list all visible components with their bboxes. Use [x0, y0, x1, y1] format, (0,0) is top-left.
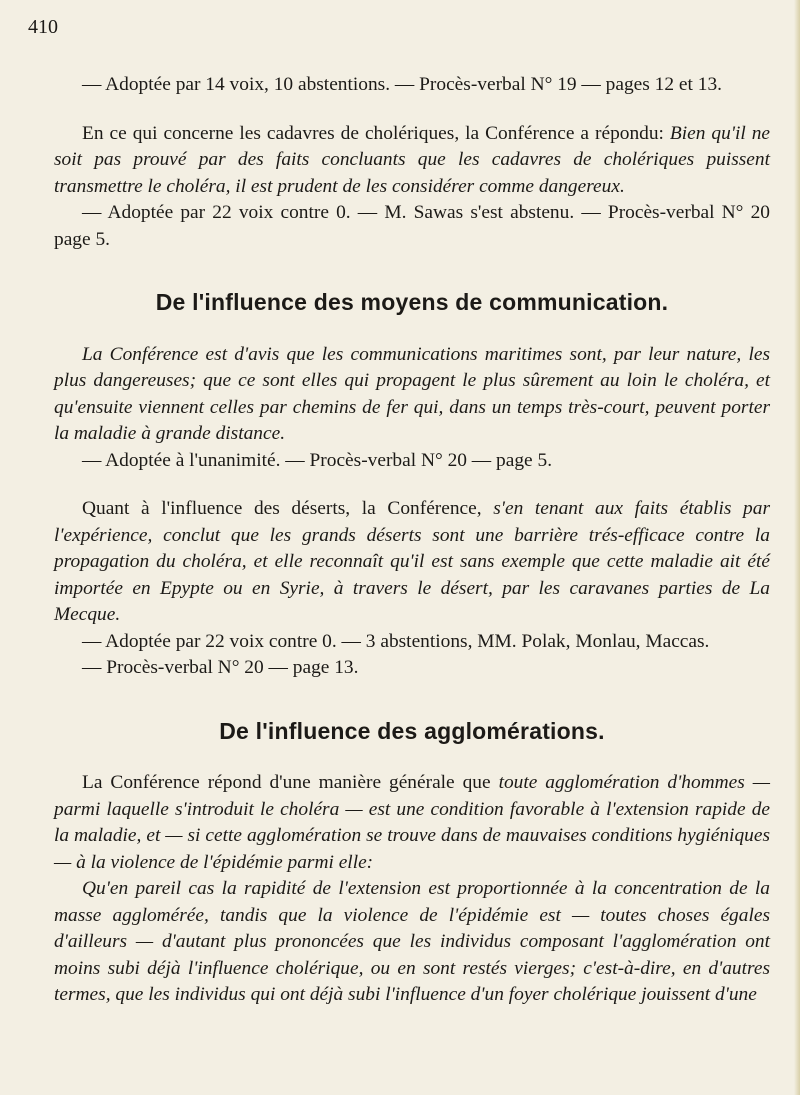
- paragraph-communication: [54, 342, 770, 448]
- paragraph-communication-resolution: La Conférence est d'avis que les communications maritimes sont, par leur nature, les plus dangereuses; que ce sont elles qui propagent le plus sûrement au loin le choléra, et qu'ensuite viennent celles par chemins de fer qui, dans un temps très-court, peuvent porter la maladie à grande distance.: [54, 343, 770, 444]
- page-edge-shadow: [794, 0, 800, 1095]
- paragraph-vote-4-ref: — Procès-verbal N° 20 — page 13.: [82, 657, 359, 678]
- paragraph-rapidite: [54, 876, 770, 1009]
- paragraph-rapidite-text: Qu'en pareil cas la rapidité de l'extension est proportionnée à la concentration de la masse agglomérée, tandis que la violence de l'épidémie est — toutes choses égales d'ailleurs — d'autant plus prononcées que les individus composant l'agglomération ont moins subi déjà l'influence cholérique, ou en sont restés vierges; c'est-à-dire, en d'autres termes, que les individus qui ont déjà subi l'influence d'un foyer cholérique jouissent d'une: [54, 878, 770, 1005]
- paragraph-vote-2: — Adoptée par 22 voix contre 0. — M. Sawas s'est abstenu. — Procès-verbal N° 20 page 5.: [54, 202, 770, 250]
- paragraph-agglomerations: [54, 770, 770, 876]
- paragraph-deserts-resolution: s'en tenant aux faits établis par l'expérience, conclut que les grands déserts sont une barrière trés-efficace contre la propagation du choléra, et elle reconnaît qu'il est sans exemple que cette maladie ait été importée en Epypte ou en Syrie, à travers le désert, par les caravanes parties de La Mecque.: [54, 498, 770, 625]
- paragraph-cadavres-lead: En ce qui concerne les cadavres de cholériques, la Conférence a répondu:: [82, 122, 670, 144]
- paragraph-deserts: [54, 496, 770, 629]
- paragraph-vote-1: — Adoptée par 14 voix, 10 abstentions. — Procès-verbal N° 19 — pages 12 et 13.: [82, 74, 722, 95]
- page-number: 410: [28, 16, 58, 38]
- body-text: [54, 72, 770, 1009]
- paragraph-agglomerations-resolution: toute agglomération d'hommes — parmi laquelle s'introduit le choléra — est une condition favorable à l'extension rapide de la maladie, et — si cette agglomération se trouve dans de mauvaises conditions hygiéniques — à la violence de l'épidémie parmi elle:: [54, 772, 770, 873]
- paragraph-cadavres-resolution: Bien qu'il ne soit pas prouvé par des faits concluants que les cadavres de cholériques puissent transmettre le choléra, il est prudent de les considérer comme dangereux.: [54, 122, 771, 197]
- paragraph-cadavres: [54, 121, 770, 201]
- paragraph-vote-3: — Adoptée à l'unanimité. — Procès-verbal N° 20 — page 5.: [82, 449, 553, 471]
- section-heading-agglomerations: De l'influence des agglomérations.: [219, 717, 605, 744]
- section-heading-communication: De l'influence des moyens de communication.: [155, 289, 669, 315]
- paragraph-agglomerations-lead: La Conférence répond d'une manière générale que: [82, 772, 499, 793]
- paragraph-deserts-lead: Quant à l'influence des déserts, la Conférence,: [82, 498, 494, 519]
- paragraph-vote-4: — Adoptée par 22 voix contre 0. — 3 abstentions, MM. Polak, Monlau, Maccas.: [82, 630, 710, 652]
